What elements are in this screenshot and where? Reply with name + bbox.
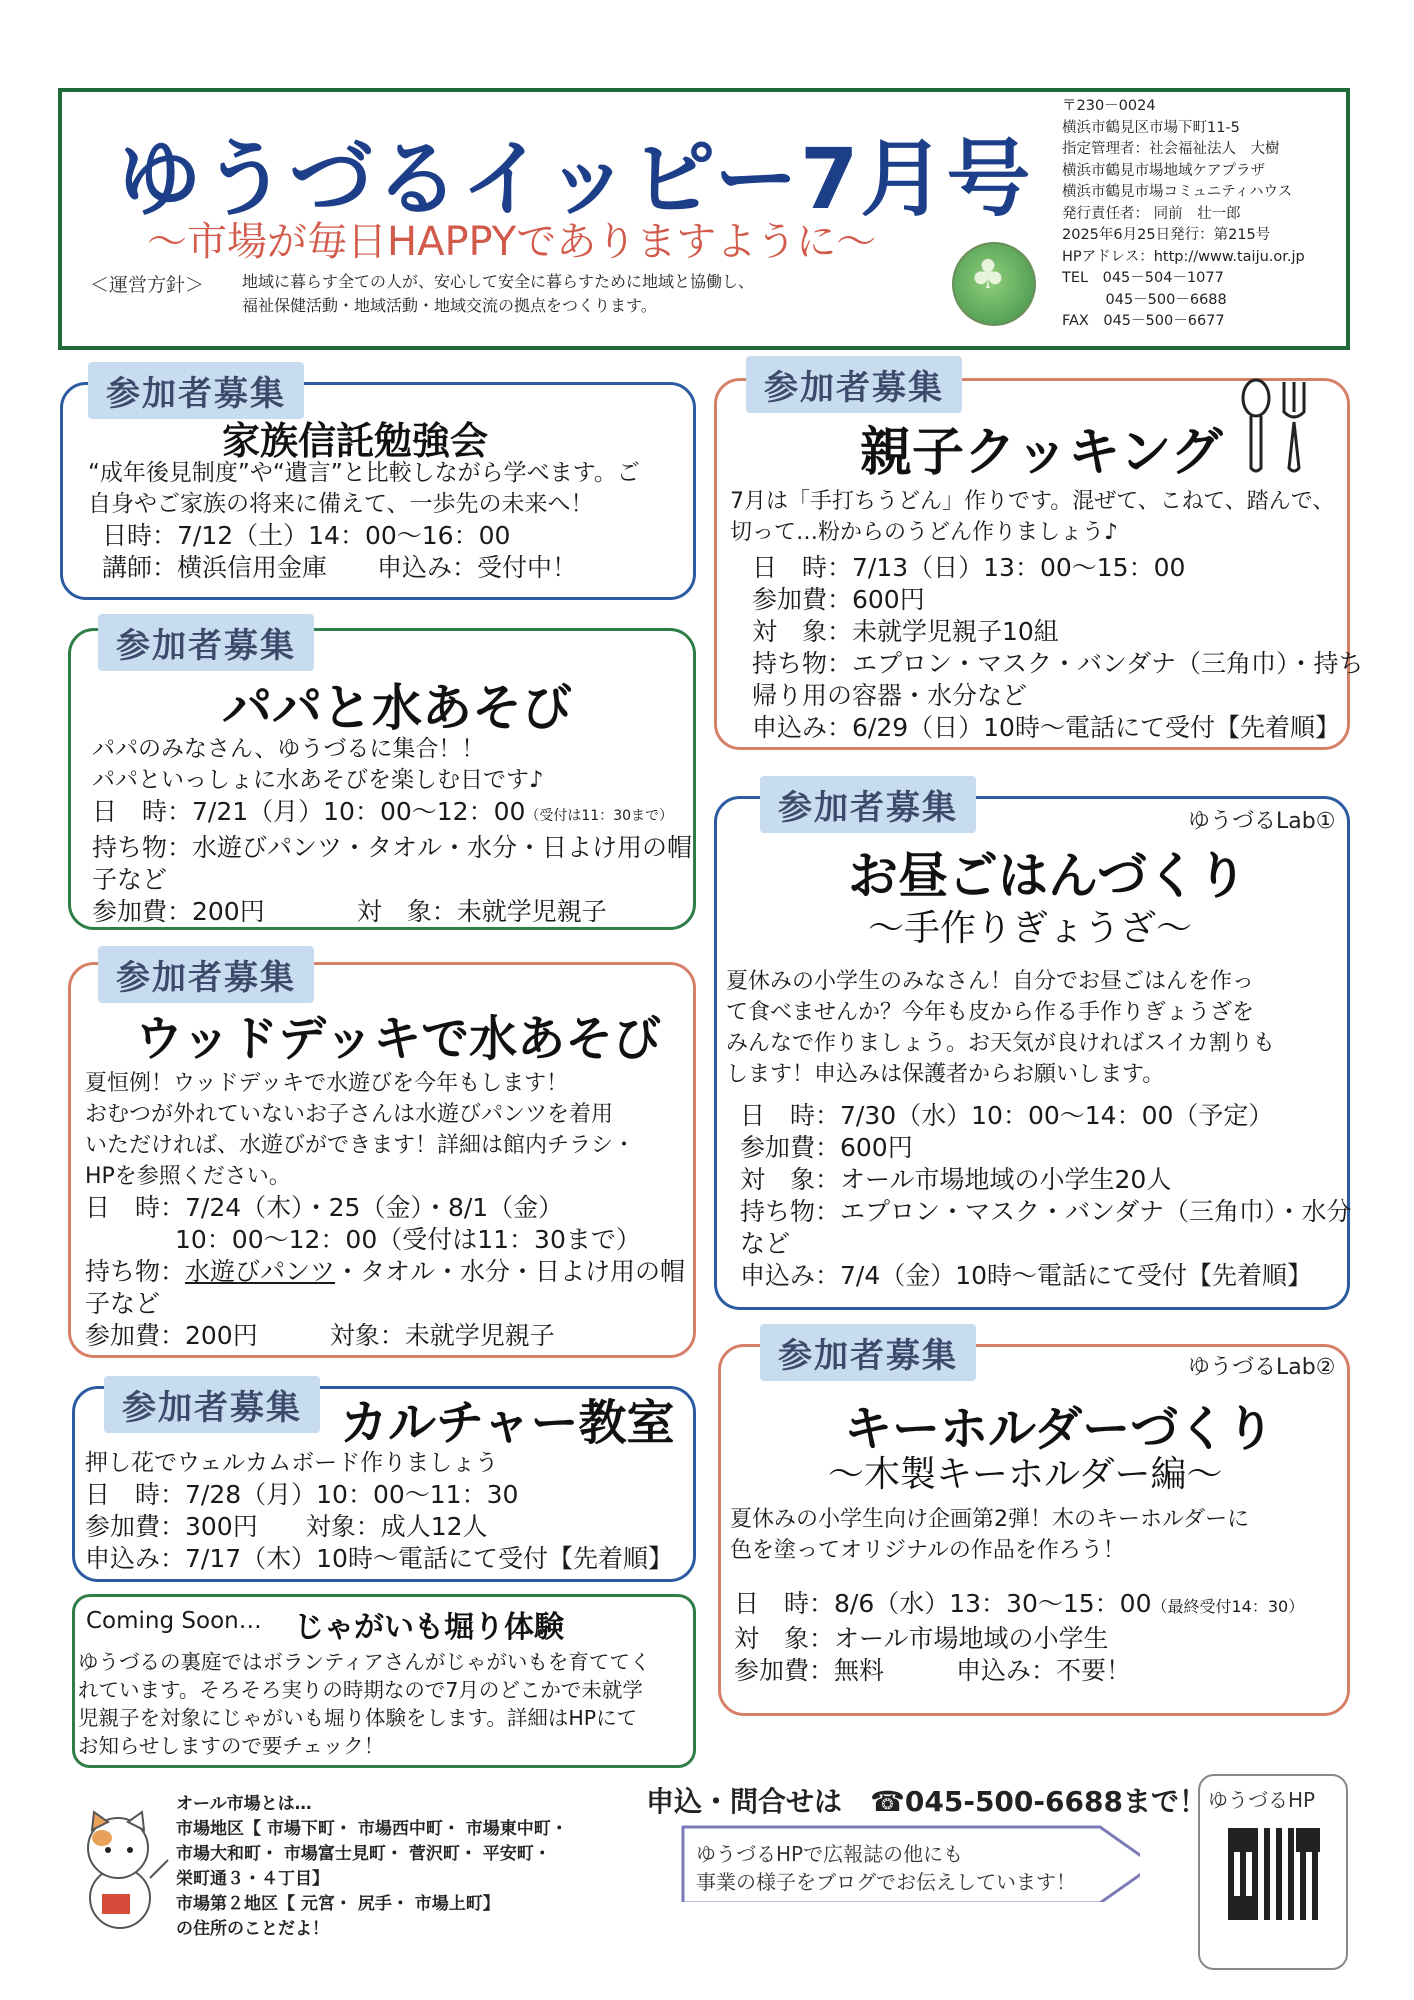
info-line: 横浜市鶴見市場コミュニティハウス <box>1062 184 1293 200</box>
lab-label: ゆうづるLab① <box>1188 809 1336 834</box>
event-body <box>730 1504 1249 1566</box>
area-line: オール市場とは… <box>176 1794 312 1814</box>
event-items: 子など <box>85 1289 161 1318</box>
info-line: 045－500－6688 <box>1062 291 1227 308</box>
event-fee: 参加費：200円 <box>92 897 265 926</box>
event-details <box>734 1588 1304 1687</box>
event-body <box>85 1068 685 1352</box>
newsletter-subtitle: ～市場が毎日HAPPYでありますように～ <box>147 219 877 265</box>
info-line: 横浜市鶴見区市場下町11-5 <box>1062 119 1240 136</box>
event-date: 日 時：7/21（月）10：00～12：00 <box>92 797 526 826</box>
event-body <box>78 1648 650 1760</box>
event-date: 日時：7/12（土）14：00～16：00 <box>102 521 511 550</box>
event-fee: 参加費：600円 <box>740 1133 913 1162</box>
event-apply: 申込み：6/29（日）10時～電話にて受付【先着順】 <box>752 713 1340 742</box>
spoon-fork-icon <box>1236 378 1316 476</box>
event-items: 持ち物：エプロン・マスク・バンダナ（三角巾）・持ち <box>752 649 1364 678</box>
event-items: 持ち物：水遊びパンツ・タオル・水分・日よけ用の帽 <box>92 833 693 862</box>
lab-label: ゆうづるLab② <box>1188 1355 1336 1380</box>
event-items: など <box>740 1229 791 1258</box>
body-line: お知らせしますので要チェック！ <box>78 1734 385 1758</box>
event-target: 対 象：オール市場地域の小学生 <box>734 1624 1109 1653</box>
event-body <box>726 966 1275 1090</box>
area-line: 市場第２地区【 元宮・ 尻手・ 市場上町】 <box>176 1894 500 1914</box>
event-fee: 参加費：無料 <box>734 1656 885 1685</box>
area-line: 市場地区【 市場下町・ 市場西中町・ 市場東中町・ <box>176 1819 568 1839</box>
event-body <box>88 458 640 584</box>
event-subtitle: ～手作りぎょうざ～ <box>868 908 1193 949</box>
event-title: カルチャー教室 <box>340 1395 675 1451</box>
body-line: 自身やご家族の将来に備えて、一歩先の未来へ！ <box>88 491 594 517</box>
event-title: ウッドデッキで水あそび <box>135 1011 662 1067</box>
recruit-badge: 参加者募集 <box>104 1376 320 1433</box>
info-line: TEL 045－504－1077 <box>1062 270 1224 286</box>
homepage-link[interactable]: HPアドレス：http://www.taiju.or.jp <box>1062 248 1305 265</box>
event-apply: 申込み：不要！ <box>956 1656 1132 1685</box>
event-date: 日 時：7/13（日）13：00～15：00 <box>752 553 1186 582</box>
event-body <box>730 486 1334 548</box>
info-line: 指定管理者：社会福祉法人 大樹 <box>1062 141 1280 157</box>
event-target: 対象：未就学児親子 <box>329 1321 555 1350</box>
publisher-info <box>1062 96 1352 333</box>
area-explanation <box>176 1792 568 1942</box>
event-title: キーホルダーづくり <box>844 1401 1275 1457</box>
event-date: 日 時：7/30（水）10：00～14：00（予定） <box>740 1101 1274 1130</box>
event-details <box>740 1100 1352 1292</box>
date-note: （受付は11：30まで） <box>525 808 674 824</box>
event-body <box>85 1448 673 1575</box>
info-line: 2025年6月25日発行：第215号 <box>1062 227 1271 243</box>
event-time: 10：00～12：00（受付は11：30まで） <box>175 1225 641 1254</box>
recruit-badge: 参加者募集 <box>746 356 962 413</box>
callout-line: ゆうづるHPで広報誌の他にも <box>696 1842 964 1866</box>
event-subtitle: ～木製キーホルダー編～ <box>828 1454 1223 1495</box>
recruit-badge: 参加者募集 <box>88 362 304 419</box>
body-line: 夏休みの小学生のみなさん！自分でお昼ごはんを作っ <box>726 969 1255 994</box>
items-label: 持ち物： <box>85 1257 186 1286</box>
policy-text <box>242 270 882 318</box>
recruit-badge: 参加者募集 <box>760 1324 976 1381</box>
body-line: 7月は「手打ちうどん」作りです。混ぜて、こねて、踏んで、 <box>730 489 1335 514</box>
body-line: れています。そろそろ実りの時期なので7月のどこかで未就学 <box>78 1678 643 1702</box>
items-highlight: 水遊びパンツ <box>185 1257 336 1286</box>
recruit-badge: 参加者募集 <box>98 614 314 671</box>
recruit-badge: 参加者募集 <box>98 946 314 1003</box>
event-items: ・タオル・水分・日よけ用の帽 <box>335 1257 686 1286</box>
event-fee: 参加費：300円 <box>85 1512 258 1541</box>
event-items: 持ち物：エプロン・マスク・バンダナ（三角巾）・水分 <box>740 1197 1352 1226</box>
qr-label: ゆうづるHP <box>1208 1788 1316 1812</box>
tree-icon: ♣ <box>970 252 1006 298</box>
cat-mascot-icon <box>72 1808 172 1932</box>
policy-label: ＜運営方針＞ <box>90 274 205 296</box>
info-line: 〒230－0024 <box>1062 98 1156 114</box>
recruit-badge: 参加者募集 <box>760 776 976 833</box>
body-line: 切って…粉からのうどん作りましょう♪ <box>730 520 1119 545</box>
newsletter-title: ゆうづるイッピー7月号 <box>117 130 1033 228</box>
event-apply: 申込み：7/17（木）10時～電話にて受付【先着順】 <box>85 1544 673 1573</box>
policy-line: 地域に暮らす全ての人が、安心して安全に暮らすために地域と協働し、 <box>242 272 755 291</box>
event-items: 帰り用の容器・水分など <box>752 681 1028 710</box>
contact-phone: 申込・問合せは ☎045-500-6688まで！ <box>646 1785 1207 1818</box>
event-lecturer: 講師：横浜信用金庫 申込み：受付中！ <box>102 553 578 582</box>
date-note: （最終受付14：30） <box>1151 1597 1305 1616</box>
callout-text <box>696 1840 1076 1896</box>
body-line: いただければ、水遊びができます！詳細は館内チラシ・ <box>85 1133 636 1158</box>
info-line: 横浜市鶴見市場地域ケアプラザ <box>1062 162 1265 179</box>
event-date: 日 時：8/6（水）13：30～15：00 <box>734 1589 1152 1618</box>
body-line: 夏休みの小学生向け企画第2弾！木のキーホルダーに <box>730 1507 1250 1532</box>
event-target: 対象：成人12人 <box>305 1512 488 1541</box>
event-title: お昼ごはんづくり <box>848 847 1247 905</box>
event-title: 親子クッキング <box>860 423 1223 483</box>
event-title: じゃがいも堀り体験 <box>294 1610 564 1645</box>
event-body <box>92 734 692 928</box>
body-line: 児親子を対象にじゃがいも堀り体験をします。詳細はHPにて <box>78 1706 638 1730</box>
area-line: の住所のことだよ！ <box>176 1919 329 1939</box>
body-line: します！申込みは保護者からお願いします。 <box>726 1062 1165 1087</box>
qr-code[interactable] <box>1228 1828 1320 1920</box>
event-target: 対 象：オール市場地域の小学生20人 <box>740 1165 1172 1194</box>
body-line: パパといっしょに水あそびを楽しむ日です♪ <box>92 767 544 793</box>
coming-soon-label: Coming Soon… <box>86 1608 262 1634</box>
event-target: 対 象：未就学児親子10組 <box>752 617 1059 646</box>
info-line: FAX 045－500－6677 <box>1062 313 1225 329</box>
event-apply: 申込み：7/4（金）10時～電話にて受付【先着順】 <box>740 1261 1313 1290</box>
body-line: HPを参照ください。 <box>85 1164 291 1189</box>
event-items: 子など <box>92 865 168 894</box>
body-line: おむつが外れていないお子さんは水遊びパンツを着用 <box>85 1102 614 1127</box>
body-line: て食べませんか？今年も皮から作る手作りぎょうざを <box>726 1000 1255 1025</box>
header-box <box>58 88 1350 350</box>
event-fee: 参加費：200円 <box>85 1321 258 1350</box>
body-line: 夏恒例！ウッドデッキで水遊びを今年もします！ <box>85 1071 569 1096</box>
body-line: 押し花でウェルカムボード作りましょう <box>85 1450 499 1476</box>
info-line: 発行責任者： 同前 壮一郎 <box>1062 205 1241 222</box>
body-line: 色を塗ってオリジナルの作品を作ろう！ <box>730 1538 1125 1563</box>
area-line: 市場大和町・ 市場富士見町・ 菅沢町・ 平安町・ <box>176 1844 551 1864</box>
event-title: パパと水あそび <box>222 679 572 737</box>
body-line: “成年後見制度”や“遺言”と比較しながら学べます。ご <box>88 460 640 486</box>
event-date: 日 時：7/28（月）10：00～11：30 <box>85 1480 519 1509</box>
event-fee: 参加費：600円 <box>752 585 925 614</box>
body-line: みんなで作りましょう。お天気が良ければスイカ割りも <box>726 1031 1275 1056</box>
callout-line: 事業の様子をブログでお伝えしています！ <box>696 1870 1076 1894</box>
event-target: 対 象：未就学児親子 <box>356 897 607 926</box>
event-date: 日 時：7/24（木）・25（金）・8/1（金） <box>85 1193 564 1222</box>
event-details <box>752 552 1364 744</box>
area-line: 栄町通３・４丁目】 <box>176 1869 329 1889</box>
policy-line: 福祉保健活動・地域活動・地域交流の拠点をつくります。 <box>242 296 657 315</box>
body-line: ゆうづるの裏庭ではボランティアさんがじゃがいもを育ててく <box>78 1650 651 1674</box>
body-line: パパのみなさん、ゆうづるに集合！！ <box>92 736 485 762</box>
event-title: 家族信託勉強会 <box>222 419 489 463</box>
